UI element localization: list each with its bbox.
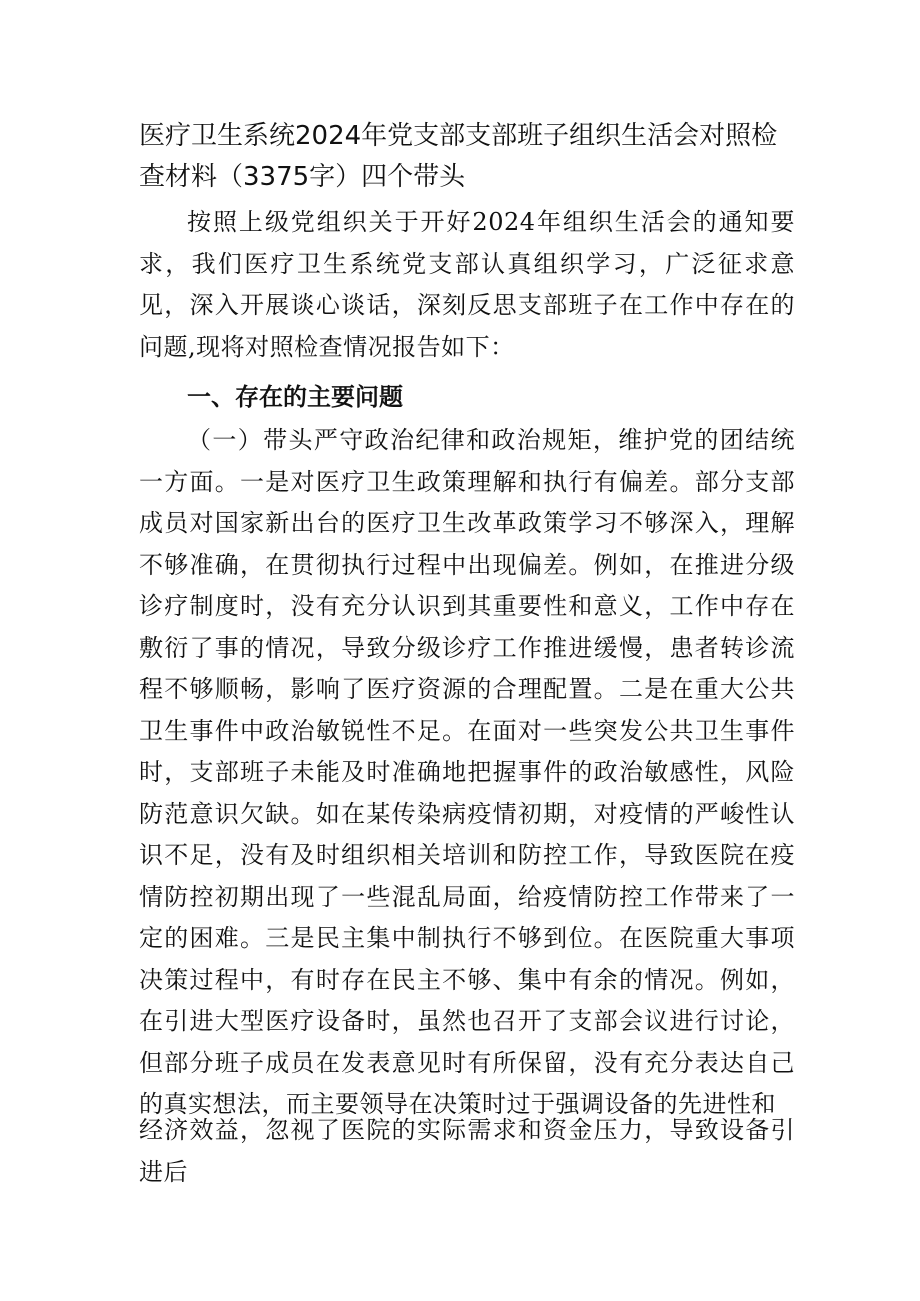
body-paragraph-2: 经济效益，忽视了医院的实际需求和资金压力，导致设备引进后 [139,1116,795,1186]
document-title: 医疗卫生系统2024年党支部支部班子组织生活会对照检查材料（3375字）四个带头 [139,121,778,192]
body-paragraph-1: （一）带头严守政治纪律和政治规矩，维护党的团结统一方面。一是对医疗卫生政策理解和执行有偏差。部分支部成员对国家新出台的医疗卫生改革政策学习不够深入，理解不够准确，在贯彻执行过程中出现偏差。例如，在推进分级诊疗制度时，没有充分认识到其重要性和意义，工作中存在敷衍了事的情况，导致分级诊疗工作推进缓慢，患者转诊流程不够顺畅，影响了医疗资源的合理配置。二是在重大公共卫生事件中政治敏锐性不足。在面对一些突发公共卫生事件时，支部班子未能及时准确地把握事件的政治敏感性，风险防范意识欠缺。如在某传染病疫情初期，对疫情的严峻性认识不足，没有及时组织相关培训和防控工作，导致医院在疫情防控初期出现了一些混乱局面，给疫情防控工作带来了一定的困难。三是民主集中制执行不够到位。在医院重大事项决策过程中，有时存在民主不够、集中有余的情况。例如，在引进大型医疗设备时，虽然也召开了支部会议进行讨论，但部分班子成员在发表意见时有所保留，没有充分表达自己的真实想法，而主要领导在决策时过于强调设备的先进性和 [139,426,795,1118]
intro-paragraph: 按照上级党组织关于开好2024年组织生活会的通知要求，我们医疗卫生系统党支部认真组织学习，广泛征求意见，深入开展谈心谈话，深刻反思支部班子在工作中存在的问题,现将对照检查情况报告如下： [139,208,795,361]
section-heading: 一、存在的主要问题 [187,383,403,411]
